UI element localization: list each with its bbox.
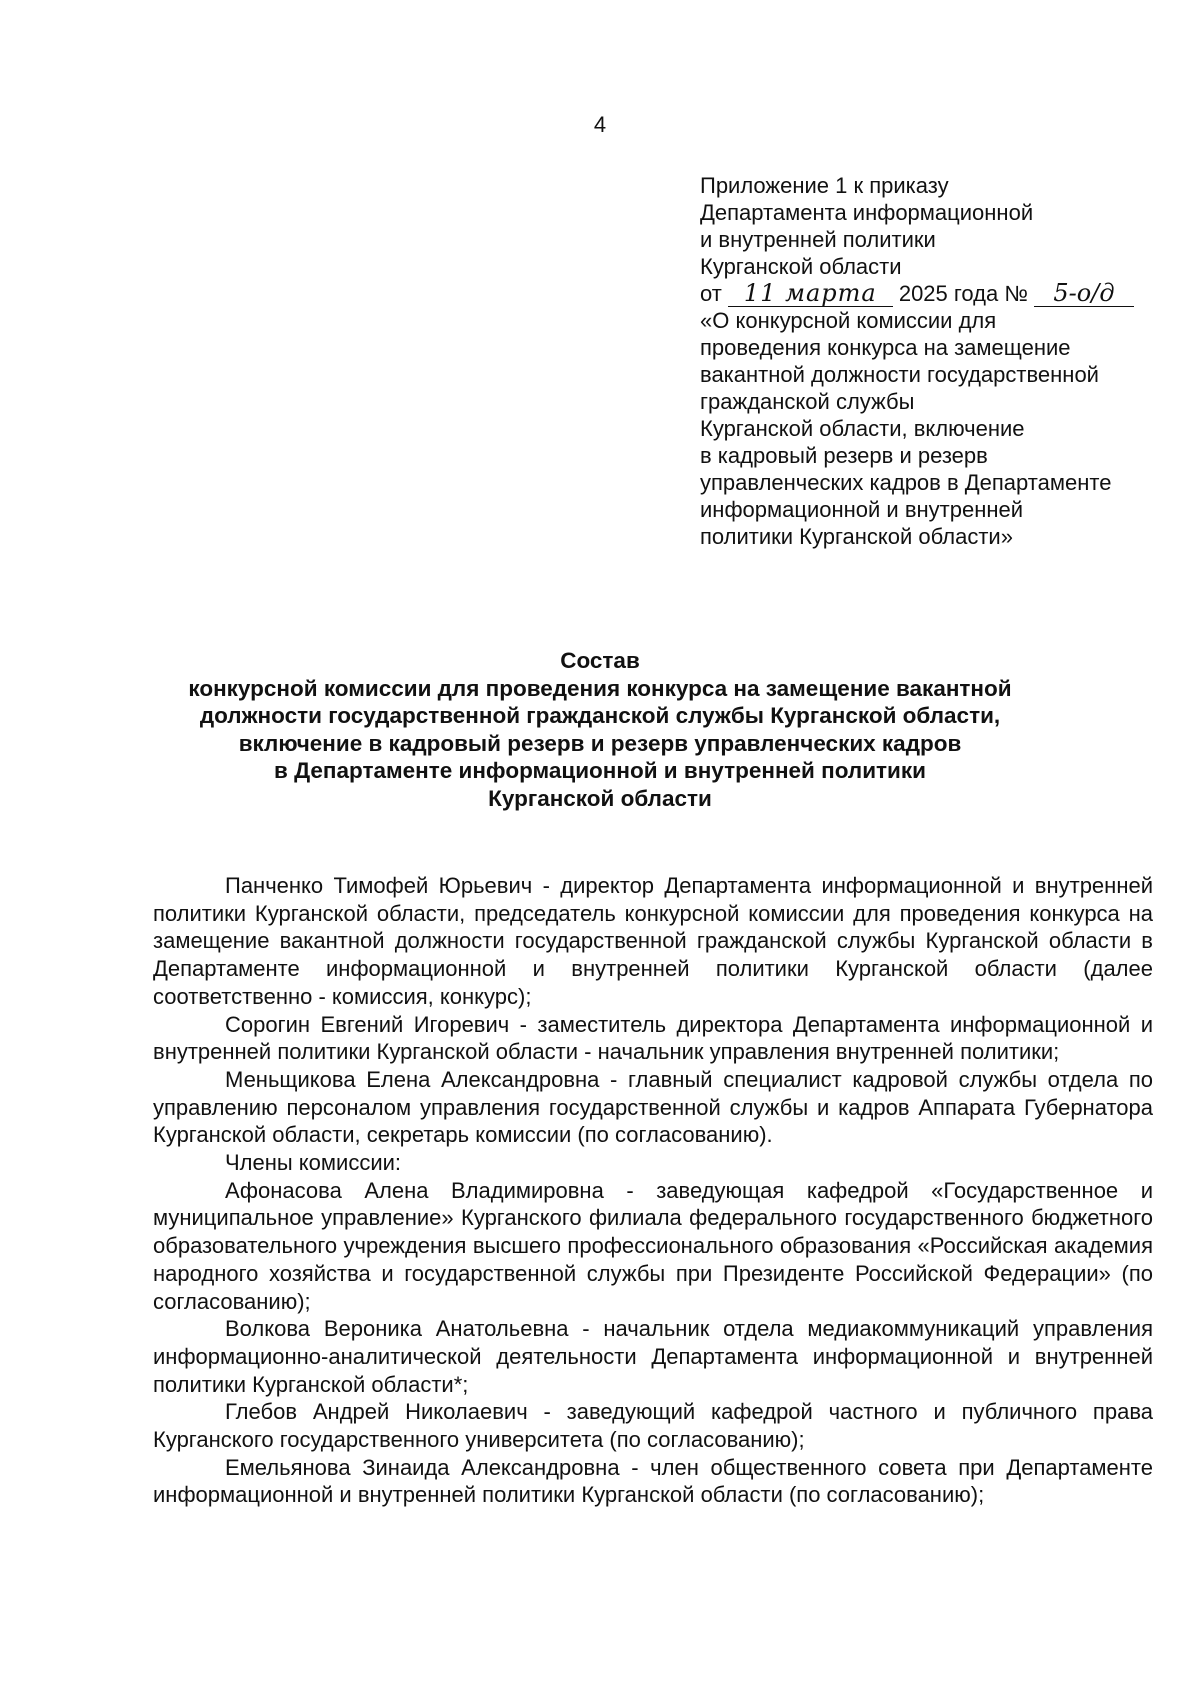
commission-members-list	[153, 872, 1153, 1509]
member-entry: Глебов Андрей Николаевич - заведующий кафедрой частного и публичного права Курганского государственного университета (по согласованию);	[153, 1399, 1153, 1453]
member-secretary: Меньщикова Елена Александровна - главный специалист кадровой службы отдела по управлению персоналом управления государственной службы и кадров Аппарата Губернатора Курганской области, секретарь комиссии (по согласованию).	[153, 1066, 1153, 1148]
annex-subject-line: «О конкурсной комиссии для	[700, 308, 997, 333]
handwritten-order-number: 5-о/д	[1034, 280, 1134, 307]
annex-subject-line: управленческих кадров в Департаменте	[700, 470, 1112, 495]
title-line: Курганской области	[488, 785, 712, 811]
title-line: включение в кадровый резерв и резерв управленческих кадров	[238, 730, 962, 756]
title-line: должности государственной гражданской службы Курганской области,	[199, 703, 1001, 728]
date-prefix: от	[700, 281, 722, 306]
annex-line: и внутренней политики	[700, 227, 936, 252]
annex-subject-line: политики Курганской области»	[700, 524, 1013, 549]
annex-line: Приложение 1 к приказу	[700, 173, 949, 198]
annex-subject-line: в кадровый резерв и резерв	[700, 443, 988, 468]
title-line: конкурсной комиссии для проведения конкурса на замещение вакантной	[188, 675, 1012, 701]
annex-subject-line: информационной и внутренней	[700, 497, 1024, 522]
title-line: в Департаменте информационной и внутренней политики	[274, 758, 926, 783]
member-entry: Волкова Вероника Анатольевна - начальник отдела медиакоммуникаций управления информационно-аналитической деятельности Департамента информационной и внутренней политики Курганской области*;	[153, 1316, 1153, 1397]
annex-subject-line: гражданской службы	[700, 389, 915, 414]
handwritten-date: 11 марта	[728, 280, 893, 307]
annex-subject-line: проведения конкурса на замещение	[700, 335, 1071, 360]
annex-subject-line: Курганской области, включение	[700, 416, 1025, 441]
members-heading: Члены комиссии:	[225, 1150, 402, 1176]
member-deputy-chairman: Сорогин Евгений Игоревич - заместитель директора Департамента информационной и внутренней политики Курганской области - начальник управления внутренней политики;	[153, 1011, 1153, 1065]
annex-header	[700, 172, 1170, 550]
member-chairman: Панченко Тимофей Юрьевич - директор Департамента информационной и внутренней политики Курганской области, председатель конкурсной комиссии для проведения конкурса на замещение вакантной должности государственной гражданской службы Курганской области в Департаменте информационной и внутренней политики Курганской области (далее соответственно - комиссия, конкурс);	[153, 873, 1153, 1009]
member-entry: Афонасова Алена Владимировна - заведующая кафедрой «Государственное и муниципальное управление» Курганского филиала федерального государственного бюджетного образовательного учреждения высшего профессионального образования «Российская академия народного хозяйства и государственной службы при Президенте Российской Федерации» (по согласованию);	[153, 1177, 1153, 1314]
annex-date-line	[700, 280, 1170, 307]
annex-line: Курганской области	[700, 254, 902, 279]
member-entry: Емельянова Зинаида Александровна - член общественного совета при Департаменте информационной и внутренней политики Курганской области (по согласованию);	[153, 1454, 1153, 1508]
annex-subject-line: вакантной должности государственной	[700, 362, 1099, 387]
page-number: 4	[593, 112, 607, 137]
document-title	[150, 647, 1050, 812]
title-line: Состав	[560, 648, 640, 673]
date-year-text: 2025 года №	[898, 281, 1028, 306]
annex-line: Департамента информационной	[700, 200, 1034, 225]
